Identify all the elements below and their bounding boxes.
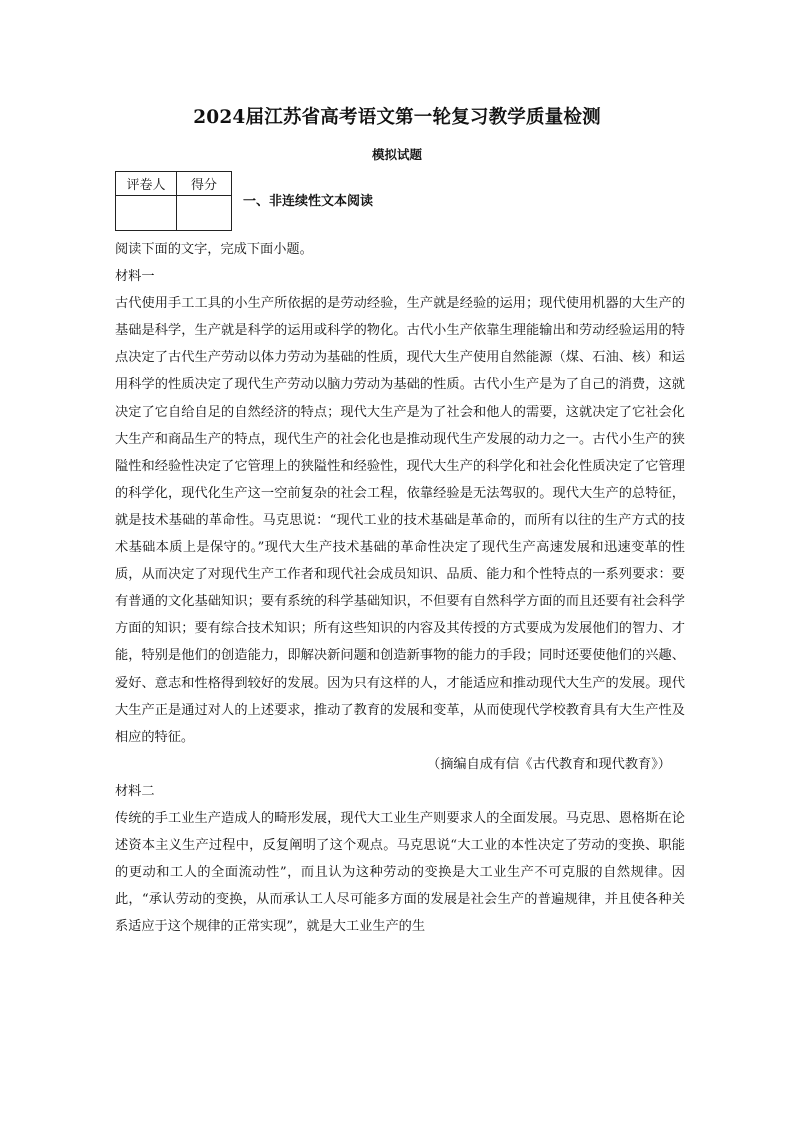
score-header: 得分 — [177, 172, 232, 196]
material1-source: （摘编自成有信《古代教育和现代教育》） — [427, 756, 671, 772]
page-title: 2024届江苏省高考语文第一轮复习教学质量检测 — [193, 107, 601, 128]
instruction-text: 阅读下面的文字，完成下面小题。 — [115, 242, 313, 257]
reading-passage — [115, 236, 685, 940]
material2-label: 材料二 — [115, 783, 155, 799]
grader-cell[interactable] — [116, 196, 177, 231]
score-cell[interactable] — [177, 196, 232, 231]
material2-text: 传统的手工业生产造成人的畸形发展，现代大工业生产则要求人的全面发展。马克思、恩格斯在论述资本主义生产过程中，反复阐明了这个观点。马克思说“大工业的本性决定了劳动的变换、职能的更动和工人的全面流动性”，而且认为这种劳动的变换是大工业生产不可克服的自然规律。因此，“承认劳动的变换，从而承认工人尽可能多方面的发展是社会生产的普遍规律，并且使各种关系适应于这个规律的正常实现”，就是大工业生产的生 — [115, 810, 685, 935]
section-heading: 一、非连续性文本阅读 — [243, 194, 374, 209]
material1-text: 古代使用手工工具的小生产所依据的是劳动经验，生产就是经验的运用；现代使用机器的大生产的基础是科学，生产就是科学的运用或科学的物化。古代小生产依靠生理能输出和劳动经验运用的特点决定了古代生产劳动以体力劳动为基础的性质，现代大生产使用自然能源（煤、石油、核）和运用科学的性质决定了现代生产劳动以脑力劳动为基础的性质。古代小生产是为了自己的消费，这就决定了它自给自足的自然经济的特点；现代大生产是为了社会和他人的需要，这就决定了它社会化大生产和商品生产的特点，现代生产的社会化也是推动现代生产发展的动力之一。古代小生产的狭隘性和经验性决定了它管理上的狭隘性和经验性，现代大生产的科学化和社会化性质决定了它管理的科学化，现代化生产这一空前复杂的社会工程，依靠经验是无法驾驭的。现代大生产的总特征，就是技术基础的革命性。马克思说：“现代工业的技术基础是革命的，而所有以往的生产方式的技术基础本质上是保守的。”现代大生产技术基础的革命性决定了现代生产高速发展和迅速变革的性质，从而决定了对现代生产工作者和现代社会成员知识、品质、能力和个性特点的一系列要求：要有普通的文化基础知识；要有系统的科学基础知识，不但要有自然科学方面的而且还要有社会科学方面的知识；要有综合技术知识；所有这些知识的内容及其传授的方式要成为发展他们的智力、才能，特别是他们的创造能力，即解决新问题和创造新事物的能力的手段；同时还要使他们的兴趣、爱好、意志和性格得到较好的发展。因为只有这样的人，才能适应和推动现代大生产的发展。现代大生产正是通过对人的上述要求，推动了教育的发展和变革，从而使现代学校教育具有大生产性及相应的特征。 — [115, 296, 685, 745]
material1-label: 材料一 — [115, 269, 155, 285]
page-subtitle: 模拟试题 — [371, 147, 422, 162]
grader-score-table — [115, 171, 232, 231]
grader-header: 评卷人 — [116, 172, 177, 196]
